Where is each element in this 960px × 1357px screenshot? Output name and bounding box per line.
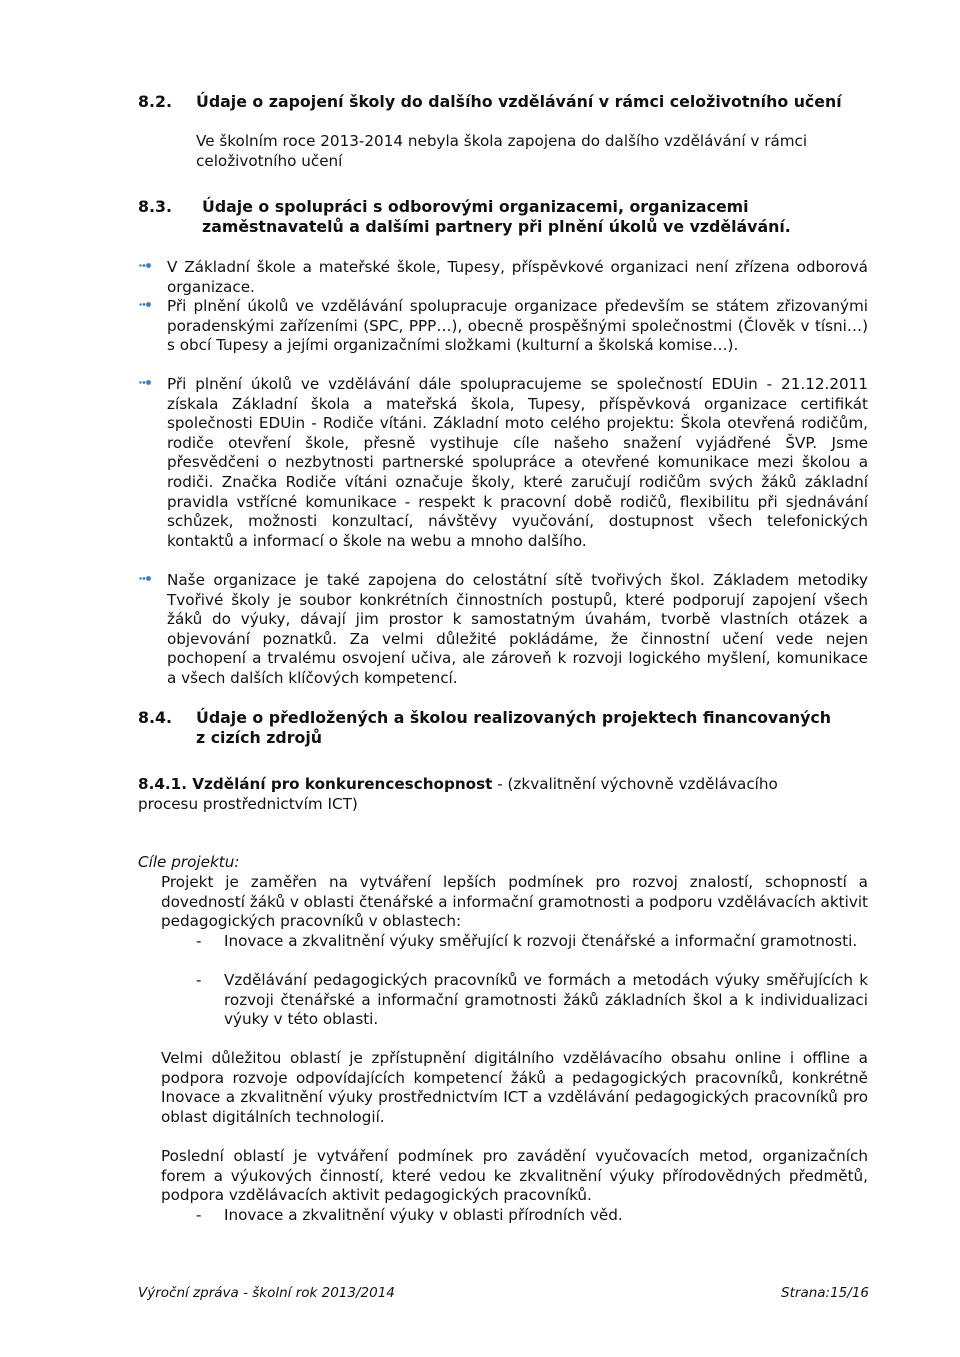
section-8-3-number: 8.3.: [138, 197, 172, 216]
dash-item-2: Vzdělávání pedagogických pracovníků ve formách a metodách výuky směřujících k rozvoji čtenářské a informační gramotnosti žáků základních škol a k individualizaci výuky v této oblasti.: [224, 971, 868, 1029]
section-8-3-title-line1: Údaje o spolupráci s odborovými organizacemi, organizacemi: [202, 197, 749, 216]
bullet-icon: [139, 262, 151, 269]
bullet-item-1: V Základní škole a mateřské škole, Tupesy, příspěvkové organizaci není zřízena odborová organizace.: [167, 258, 868, 296]
goals-label: Cíle projektu:: [138, 853, 240, 871]
section-8-4-1-title: 8.4.1. Vzdělání pro konkurenceschopnost: [138, 775, 493, 793]
bullet-item-4: Naše organizace je také zapojena do celostátní sítě tvořivých škol. Základem metodiky Tvořivé školy je soubor konkrétních činnostních postupů, které podporují zapojení všech žáků do výuky, dávají jim prostor k samostatným úvahám, tvorbě vlastních otázek a objevování poznatků. Za velmi důležité pokládáme, že činnostní učení vede nejen pochopení a trvalému osvojení učiva, ale zároveň k rozvoji logického myšlení, komunikace a všech dalších klíčových kompetencí.: [167, 571, 868, 687]
section-8-4-1-subtitle: - (zkvalitnění výchovně vzdělávacího procesu prostřednictvím ICT): [138, 775, 778, 813]
dash-item-1: Inovace a zkvalitnění výuky směřující k rozvoji čtenářské a informační gramotnosti.: [224, 932, 858, 950]
dash-marker: -: [196, 932, 202, 950]
bullet-item-2: Při plnění úkolů ve vzdělávání spolupracuje organizace především se státem zřizovanými poradenskými zařízeními (SPC, PPP…), obecně prospěšnými společnostmi (Člověk v tísni…) s obcí Tupesy a jejími organizačními složkami (kulturní a školská komise…).: [167, 297, 868, 355]
section-8-2-number: 8.2.: [138, 92, 172, 111]
goals-paragraph-3: Poslední oblastí je vytváření podmínek pro zavádění vyučovacích metod, organizačních forem a výukových činností, které vedou ke zkvalitnění výuky přírodovědných předmětů, podpora vzdělávacích aktivit pedagogických pracovníků.: [161, 1147, 868, 1205]
goals-paragraph-1: Projekt je zaměřen na vytváření lepších podmínek pro rozvoj znalostí, schopností a dovedností žáků v oblasti čtenářské a informační gramotnosti a podporu vzdělávacích aktivit pedagogických pracovníků v oblastech:: [161, 873, 868, 931]
bullet-item-3: Při plnění úkolů ve vzdělávání dále spolupracujeme se společností EDUin - 21.12.2011 získala Základní škola a mateřská škola, Tupesy, příspěvková organizace certifikát společnosti EDUin - Rodiče vítáni. Základní moto celého projektu: Škola otevřená rodičům, rodiče otevření škole, přesně vystihuje cíle našeho snažení vyjádřené ŠVP. Jsme přesvědčeni o nezbytnosti partnerské spolupráce a otevřené komunikace mezi školou a rodiči. Značka Rodiče vítáni označuje školy, které zaručují rodičům svých žáků základní pravidla vstřícné komunikace - respekt k pracovní době rodičů, flexibilitu při sjednávání schůzek, možnosti konzultací, návštěvy vyučování, dostupnost všech telefonických kontaktů a informací o škole na webu a mnoho dalšího.: [167, 375, 868, 550]
bullet-icon: [139, 575, 151, 582]
dash-item-3: Inovace a zkvalitnění výuky v oblasti přírodních věd.: [224, 1206, 623, 1224]
dash-marker: -: [196, 1206, 202, 1224]
footer-page-number: Strana:15/16: [781, 1285, 869, 1301]
bullet-icon: [139, 379, 151, 386]
section-8-4-title-line1: Údaje o předložených a školou realizovaných projektech financovaných: [196, 708, 832, 727]
section-8-4-title-line2: z cizích zdrojů: [196, 728, 322, 747]
goals-paragraph-2: Velmi důležitou oblastí je zpřístupnění digitálního vzdělávacího obsahu online i offline a podpora rozvoje odpovídajících kompetencí žáků a pedagogických pracovníků, konkrétně Inovace a zkvalitnění výuky prostřednictvím ICT a vzdělávání pedagogických pracovníků pro oblast digitálních technologií.: [161, 1049, 868, 1126]
section-8-3-title-line2: zaměstnavatelů a dalšími partnery při plnění úkolů ve vzdělávání.: [202, 217, 791, 236]
bullet-icon: [139, 301, 151, 308]
footer-left: Výroční zpráva - školní rok 2013/2014: [138, 1285, 395, 1301]
dash-marker: -: [196, 971, 202, 989]
section-8-4-1-heading: [138, 775, 838, 814]
section-8-4-number: 8.4.: [138, 708, 172, 727]
section-8-2-title: Údaje o zapojení školy do dalšího vzdělávání v rámci celoživotního učení: [196, 92, 842, 111]
section-8-2-text: Ve školním roce 2013-2014 nebyla škola zapojena do dalšího vzdělávání v rámci celoživotního učení: [196, 132, 808, 170]
